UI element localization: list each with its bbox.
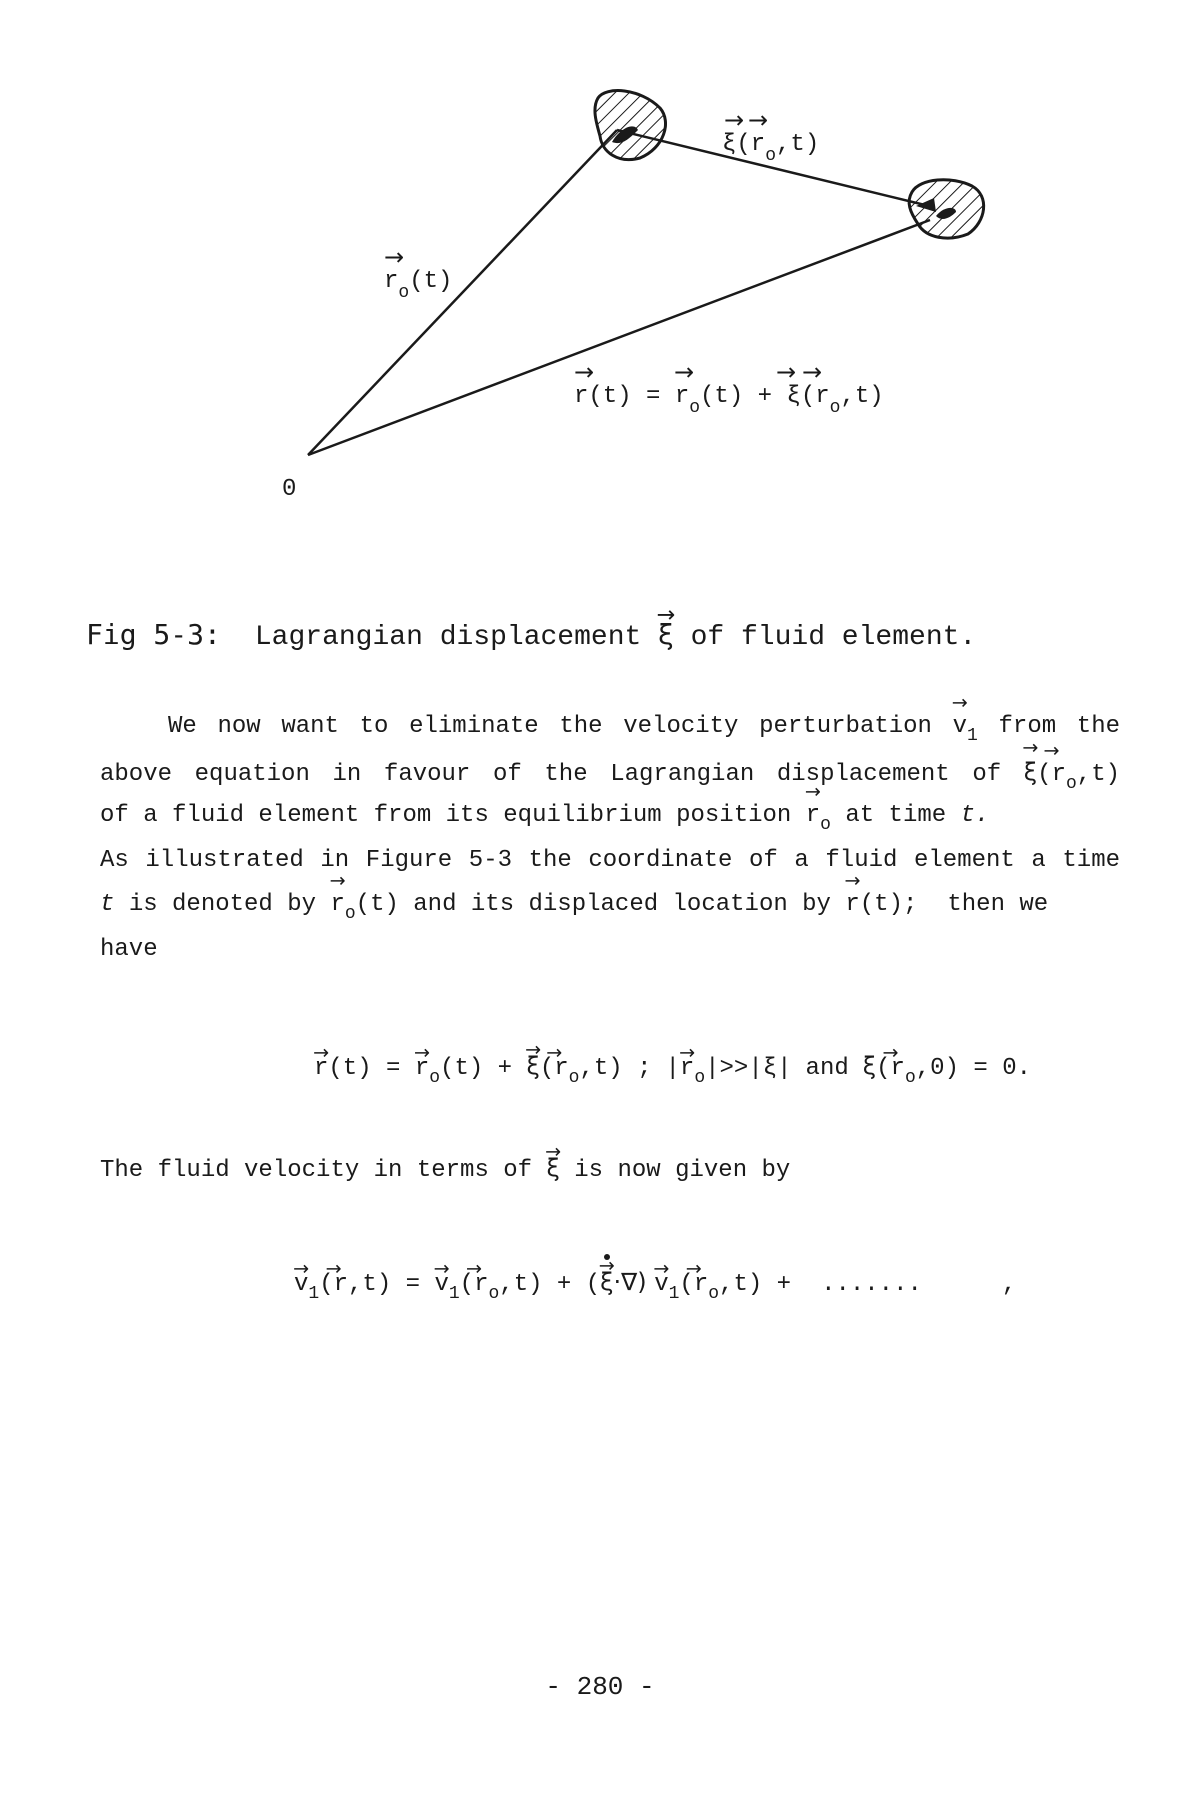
svg-text:→: → — [724, 106, 745, 134]
svg-text:→: → — [802, 358, 823, 386]
svg-text:→: → — [384, 243, 405, 271]
para-text: We now want to eliminate the velocity perturbation — [168, 713, 932, 740]
lagrangian-displacement-figure — [0, 0, 1200, 520]
svg-text:r(t) = ro(t) + ξ(ro,t): $r(t) = r_o(t) + \xi(r_o,t)$ — [574, 383, 884, 418]
r-symbol: → r — [845, 883, 859, 928]
origin-label: 0 — [282, 476, 297, 503]
r0-label — [384, 243, 452, 303]
svg-text:ξ(ro,t): $\xi(r_o,t)$ — [722, 131, 820, 166]
xi-label — [722, 106, 819, 166]
para-line-2 — [100, 750, 1120, 795]
velocity-intro-text: The fluid velocity in terms of → ξ is now given by — [100, 1154, 790, 1184]
svg-text:ro(t): $r_o(t)$ — [384, 268, 453, 303]
para-text: t. — [960, 802, 990, 829]
r0-symbol: → r — [330, 883, 344, 928]
caption-text-b: of fluid element. — [690, 622, 977, 653]
para-text: t — [100, 891, 115, 918]
svg-text:→: → — [574, 358, 595, 386]
v1-symbol: → $v_1$ — [953, 713, 978, 740]
para-text: (t); — [859, 891, 918, 918]
para-text: at time — [845, 802, 947, 829]
xi-r0-symbol: → $\xi\to (r_o,t)$ — [1024, 761, 1120, 788]
para-text: then we — [947, 891, 1049, 918]
rt-label — [574, 358, 884, 418]
svg-text:→: → — [674, 358, 695, 386]
r0-symbol: → $r_o$ — [806, 802, 831, 829]
para-text: of a fluid element from its equilibrium position — [100, 802, 792, 829]
caption-xi-symbol: → ξ — [658, 618, 674, 651]
para-line-6: have — [100, 935, 158, 963]
displacement-equation: → r(t) = → $r_o(t)$ + → $\xi\to (r_o,t)$ ; |→ $r_o|>>|\xi|$ and $\xi\to (r_o,0) = 0$. — [314, 1052, 1031, 1088]
caption-text-a: Lagrangian displacement — [254, 622, 642, 653]
fluid-element-initial — [595, 91, 666, 160]
para-text: from the — [998, 713, 1121, 740]
para-line-5: t is denoted by → $r_o(t)$ and its displaced location by → r(t); then we — [100, 883, 1120, 928]
para-line-3 — [100, 794, 1120, 839]
r0-vector-line — [308, 130, 617, 455]
xi-vector-line — [617, 130, 925, 205]
para-text: (t) and its displaced location by — [355, 891, 831, 918]
figure-caption — [86, 618, 976, 653]
para-line-4: As illustrated in Figure 5-3 the coordinate of a fluid element a time — [100, 846, 1120, 874]
svg-text:→: → — [748, 106, 769, 134]
para-text: is denoted by — [128, 891, 317, 918]
velocity-equation: → $v_1\to (r,t)$ = → $v_1\to (r_o,t)$ + (→ $\xi\cdot\nabla) \to v_1\to (r_o,t)$ + ....... , — [294, 1268, 1016, 1304]
svg-text:→: → — [776, 358, 797, 386]
para-text: above equation in favour of the Lagrangian displacement of — [100, 760, 1002, 788]
page-number: - 280 - — [545, 1672, 655, 1702]
body-paragraph — [100, 705, 1120, 972]
para-line-1 — [100, 705, 1120, 750]
caption-label: Fig 5-3: — [86, 618, 221, 651]
